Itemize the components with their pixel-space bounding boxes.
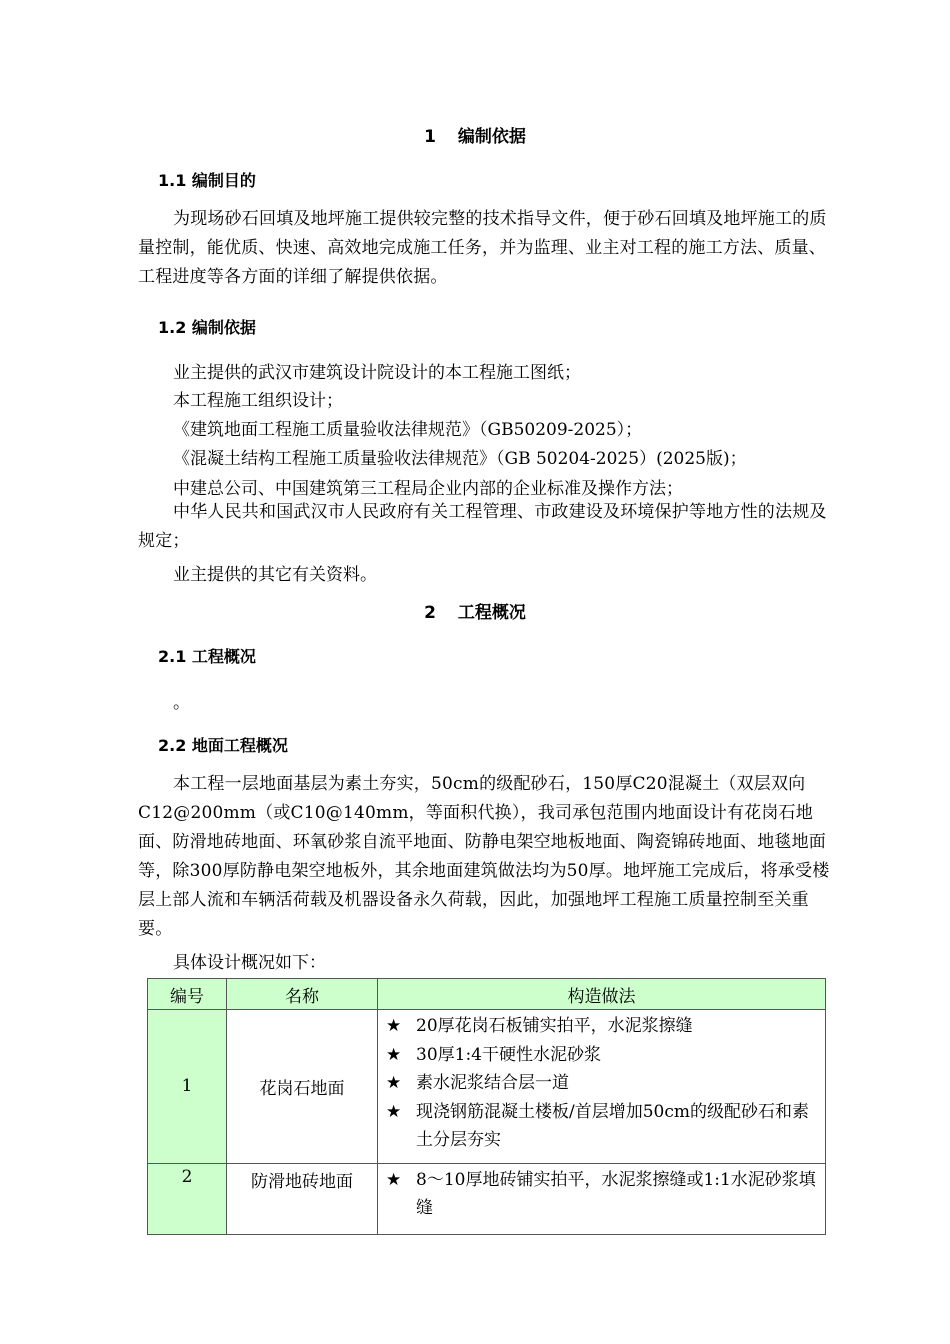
- row-number: 1: [148, 1010, 227, 1164]
- basis-line-2: 本工程施工组织设计；: [173, 391, 343, 411]
- col-header-method: 构造做法: [378, 979, 826, 1010]
- table-header-row: [148, 979, 826, 1010]
- table-row: [148, 1163, 826, 1234]
- table-intro: 具体设计概况如下：: [173, 953, 326, 973]
- paragraph-floor-overview: 本工程一层地面基层为素土夯实，50cm的级配砂石，150厚C20混凝土（双层双向C12@200mm（或C10@140mm，等面积代换），我司承包范围内地面设计有花岗石地面、防滑地砖地面、环氧砂浆自流平地面、防静电架空地板地面、陶瓷锦砖地面、地毯地面等，除300厚防静电架空地板外，其余地面建筑做法均为50厚。地坪施工完成后，将承受楼层上部人流和车辆活荷载及机器设备永久荷载，因此，加强地坪工程施工质量控制至关重要。: [138, 774, 830, 939]
- section-1-title: [0, 122, 950, 147]
- col-header-name: 名称: [227, 979, 378, 1010]
- star-icon: ★: [386, 1073, 402, 1093]
- method-item: [386, 1012, 819, 1041]
- heading-1-1: 1.1 编制目的: [158, 171, 256, 190]
- basis-line-1: 业主提供的武汉市建筑设计院设计的本工程施工图纸；: [173, 363, 581, 383]
- star-icon: ★: [386, 1016, 402, 1036]
- col-header-number: 编号: [148, 979, 227, 1010]
- method-text: 素水泥浆结合层一道: [416, 1073, 569, 1093]
- row-methods: [378, 1163, 826, 1234]
- overview-content: 。: [173, 693, 190, 713]
- method-item: [386, 1041, 819, 1070]
- heading-2-1: 2.1 工程概况: [158, 647, 256, 666]
- row-methods: [378, 1010, 826, 1164]
- method-item: [386, 1166, 819, 1223]
- basis-paragraph-regulations: 中华人民共和国武汉市人民政府有关工程管理、市政建设及环境保护等地方性的法规及规定；: [138, 502, 827, 551]
- method-text: 20厚花岗石板铺实拍平，水泥浆擦缝: [416, 1016, 693, 1036]
- star-icon: ★: [386, 1169, 402, 1190]
- table-row: [148, 1010, 826, 1164]
- section-title-text: 工程概况: [457, 603, 526, 623]
- section-2-title: [0, 598, 950, 623]
- section-number: 1: [424, 127, 436, 147]
- method-text: 8～10厚地砖铺实拍平，水泥浆擦缝或1:1水泥砂浆填缝: [416, 1169, 816, 1218]
- method-item: [386, 1098, 819, 1155]
- floor-spec-table: [147, 978, 826, 1235]
- row-name: 防滑地砖地面: [227, 1163, 378, 1234]
- heading-2-2: 2.2 地面工程概况: [158, 736, 288, 755]
- section-title-text: 编制依据: [457, 127, 526, 147]
- section-number: 2: [424, 603, 436, 623]
- method-item: [386, 1069, 819, 1098]
- basis-line-3: 《建筑地面工程施工质量验收法律规范》（GB50209-2025）；: [173, 420, 643, 440]
- paragraph-purpose: 为现场砂石回填及地坪施工提供较完整的技术指导文件，便于砂石回填及地坪施工的质量控制，能优质、快速、高效地完成施工任务，并为监理、业主对工程的施工方法、质量、工程进度等各方面的详细了解提供依据。: [138, 209, 827, 287]
- heading-1-2: 1.2 编制依据: [158, 318, 256, 337]
- row-number: 2: [148, 1163, 227, 1234]
- row-name: 花岗石地面: [227, 1010, 378, 1164]
- star-icon: ★: [386, 1101, 402, 1122]
- star-icon: ★: [386, 1044, 402, 1065]
- basis-line-4: 《混凝土结构工程施工质量验收法律规范》（GB 50204-2025）(2025版)；: [173, 449, 747, 469]
- method-text: 30厚1:4干硬性水泥砂浆: [416, 1044, 601, 1065]
- basis-line-last: 业主提供的其它有关资料。: [173, 565, 377, 585]
- basis-line-5: 中建总公司、中国建筑第三工程局企业内部的企业标准及操作方法；: [173, 479, 683, 499]
- method-text: 现浇钢筋混凝土楼板/首层增加50cm的级配砂石和素土分层夯实: [416, 1101, 809, 1150]
